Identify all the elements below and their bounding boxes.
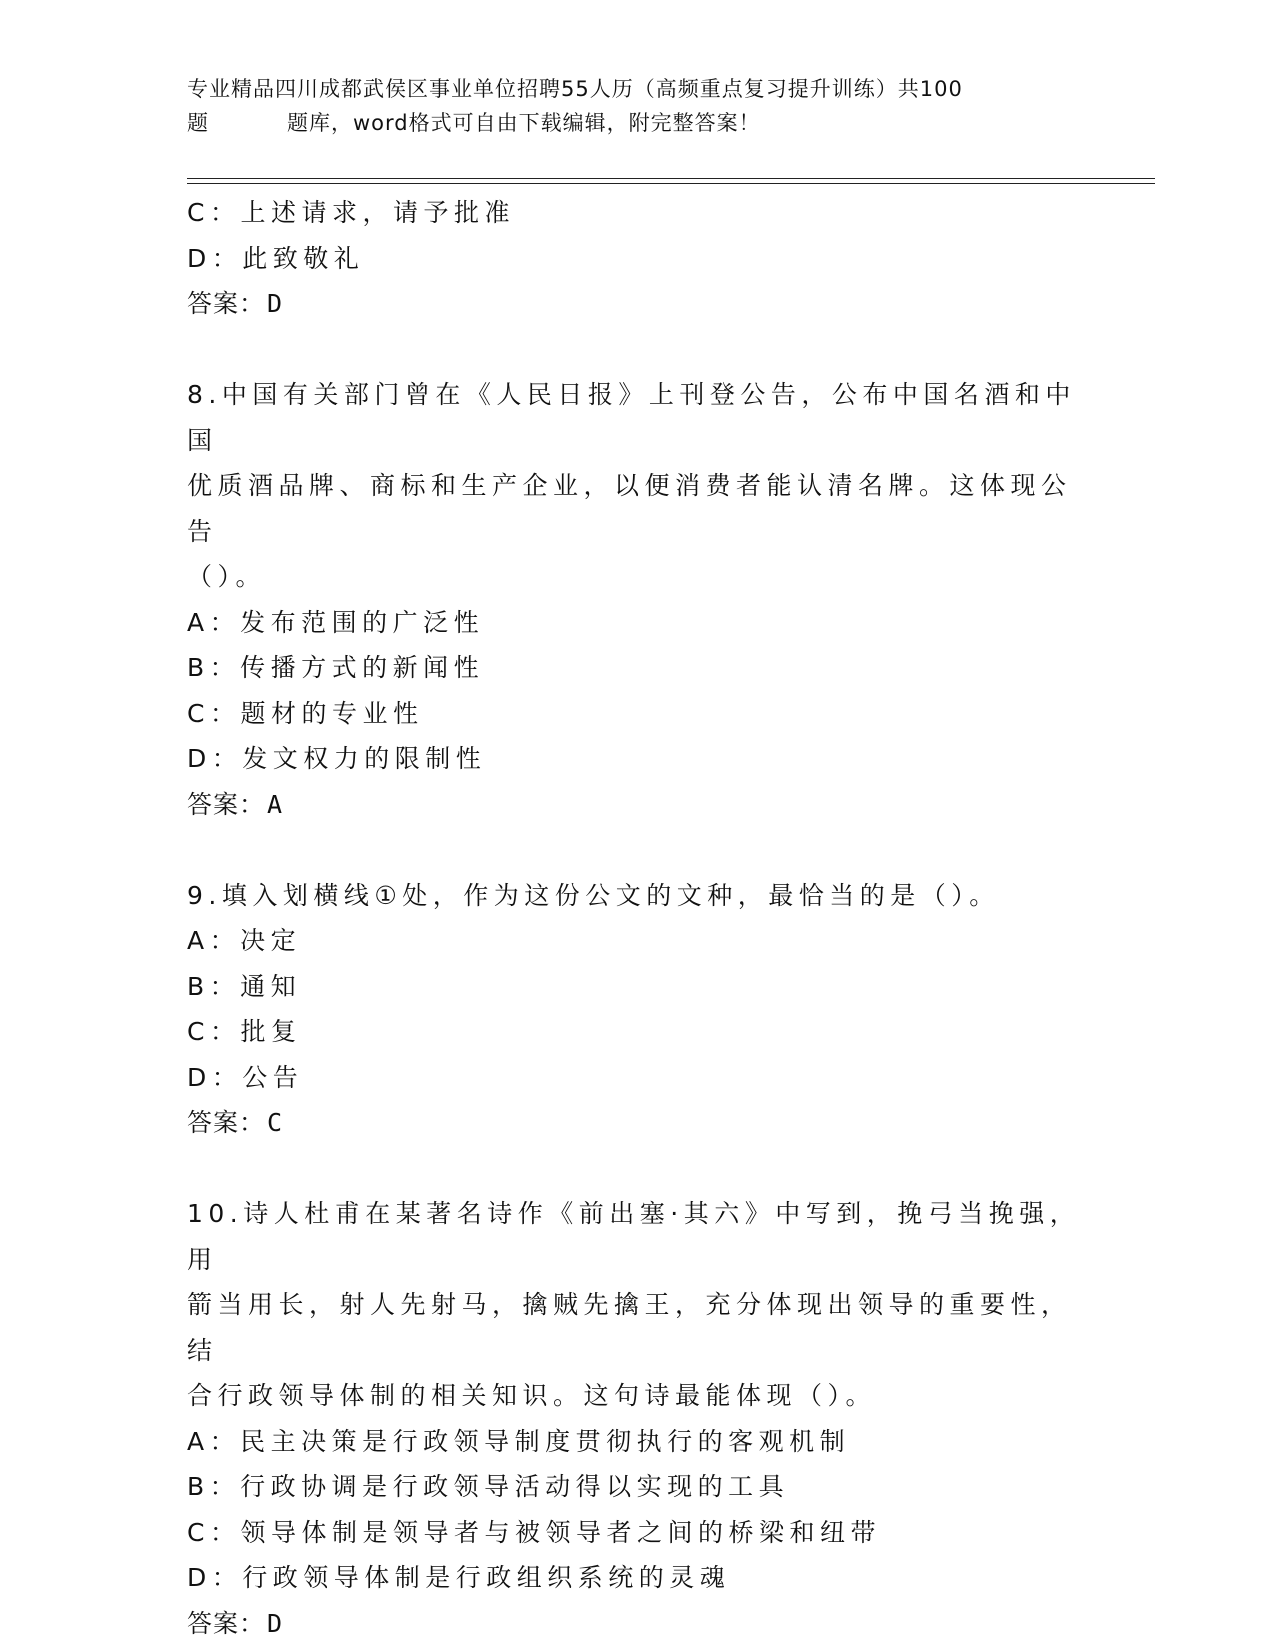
answer-label: 答案： <box>187 289 266 318</box>
spacer <box>187 327 1087 373</box>
answer-value: C <box>267 1108 284 1137</box>
page-header <box>187 72 1087 140</box>
spacer <box>187 1146 1087 1192</box>
question-10 <box>187 1191 1087 1646</box>
option-d: D：公告 <box>187 1062 304 1092</box>
option-c: C：批复 <box>187 1017 302 1046</box>
question-8 <box>187 372 1087 827</box>
answer-line <box>187 1100 1087 1146</box>
answer-label: 答案： <box>187 1608 266 1638</box>
answer-line <box>187 281 1087 327</box>
header-title-line2 <box>187 106 1087 140</box>
option-a: A：决定 <box>187 926 302 955</box>
option-a: A：民主决策是行政领导制度贯彻执行的客观机制 <box>187 1426 851 1456</box>
option-d: D：发文权力的限制性 <box>187 744 487 773</box>
answer-value: A <box>267 789 284 819</box>
answer-label: 答案： <box>187 1108 266 1137</box>
answer-value: D <box>267 1608 284 1638</box>
question-list <box>187 190 1087 1646</box>
option-c: C：领导体制是领导者与被领导者之间的桥梁和纽带 <box>187 1517 881 1547</box>
question-stem: 8.中国有关部门曾在《人民日报》上刊登公告，公布中国名酒和中国 优质酒品牌、商标和生产企业，以便消费者能认清名牌。这体现公告 （）。 <box>187 380 1076 591</box>
option-c: C：上述请求，请予批准 <box>187 198 515 227</box>
spacer <box>187 827 1087 873</box>
header-title-line1: 专业精品四川成都武侯区事业单位招聘55人历（高频重点复习提升训练）共100 <box>187 77 963 101</box>
answer-value: D <box>267 289 284 318</box>
question-stem: 10.诗人杜甫在某著名诗作《前出塞·其六》中写到，挽弓当挽强，用 箭当用长，射人先射马，擒贼先擒王，充分体现出领导的重要性，结 合行政领导体制的相关知识。这句诗最能体现（）。 <box>187 1199 1081 1410</box>
option-c: C：题材的专业性 <box>187 698 424 728</box>
answer-line <box>187 1601 1087 1647</box>
header-title-line2-lead: 题 <box>187 111 209 135</box>
option-d: D：行政领导体制是行政组织系统的灵魂 <box>187 1563 731 1592</box>
option-b: B：通知 <box>187 971 302 1001</box>
option-d: D：此致敬礼 <box>187 243 365 273</box>
answer-label: 答案： <box>187 789 266 819</box>
option-b: B：行政协调是行政领导活动得以实现的工具 <box>187 1472 790 1501</box>
header-title-line2-rest: 题库，word格式可自由下载编辑，附完整答案！ <box>287 111 761 135</box>
header-divider-bottom <box>187 183 1155 184</box>
option-b: B：传播方式的新闻性 <box>187 653 485 682</box>
option-a: A：发布范围的广泛性 <box>187 607 485 637</box>
header-divider-top <box>187 178 1155 179</box>
question-9 <box>187 873 1087 1146</box>
answer-line <box>187 782 1087 828</box>
question-7-continuation <box>187 190 1087 327</box>
question-stem: 9.填入划横线①处，作为这份公文的文种，最恰当的是（）。 <box>187 880 1000 910</box>
